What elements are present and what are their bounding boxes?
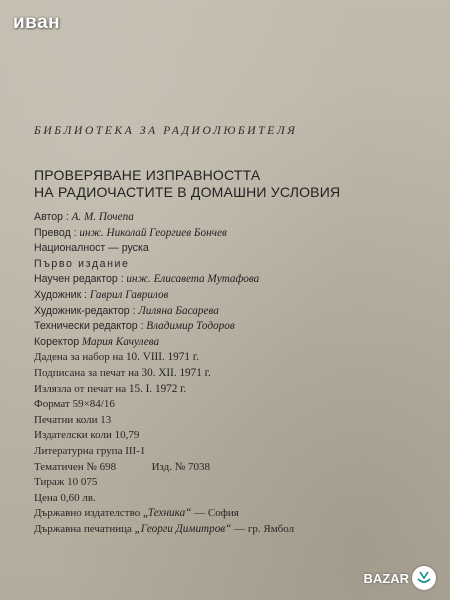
imprint-printer [34, 522, 294, 538]
bazar-mark-icon [415, 569, 433, 587]
imprint-tech-editor [34, 319, 294, 335]
printed-value: 15. I. 1972 г. [128, 382, 187, 395]
imprint-sci-editor [34, 272, 294, 288]
translator-value: инж. Николай Георгиев Бончев [79, 226, 227, 239]
art-editor-value: Лиляна Басарева [138, 304, 219, 317]
bazar-watermark [364, 566, 437, 590]
circulation-value: Тираж 10 075 [34, 476, 98, 489]
imprint-lit-group [34, 444, 294, 460]
imprint-nationality [34, 241, 294, 257]
imprint-publisher [34, 506, 294, 522]
author-value: А. М. Почепа [71, 211, 134, 223]
printer-city: — гр. Ямбол [234, 522, 295, 535]
artist-label: Художник : [34, 288, 88, 301]
bazar-logo-icon [412, 566, 436, 590]
edition-label: Първо издание [34, 257, 130, 270]
tech-editor-value: Владимир Тодоров [146, 320, 235, 333]
signed-value: 30. XII. 1971 г. [141, 366, 211, 379]
printed-label: Излязла от печат на [34, 382, 127, 395]
series-title: БИБЛИОТЕКА ЗА РАДИОЛЮБИТЕЛЯ [34, 125, 298, 137]
sci-editor-value: инж. Елисавета Мутафова [126, 273, 260, 286]
corrector-value: Мария Качулева [81, 335, 160, 348]
imprint-art-editor [34, 304, 294, 320]
book-title-line-1: ПРОВЕРЯВАНЕ ИЗПРАВНОСТТА [34, 167, 261, 183]
typeset-label: Дадена за набор на [34, 351, 124, 364]
printer-value: „Георги Димитров“ [134, 522, 232, 535]
imprint-signed-date [34, 366, 294, 382]
printer-label: Държавна печатница [34, 522, 132, 535]
format-value: Формат 59×84/16 [34, 398, 115, 411]
publisher-city: — София [194, 507, 239, 520]
corrector-label: Коректор [34, 335, 80, 348]
lit-group-value: Литературна група III-1 [34, 444, 146, 457]
imprint-publisher-sheets [34, 428, 294, 444]
publisher-value: „Техника“ [142, 507, 192, 520]
art-editor-label: Художник-редактор : [34, 304, 136, 317]
artist-value: Гаврил Гаврилов [89, 288, 169, 301]
imprint-typeset-date [34, 350, 294, 366]
pub-number-value: Изд. № 7038 [151, 460, 210, 473]
signed-label: Подписана за печат на [34, 366, 139, 379]
imprint-price [34, 491, 294, 507]
nationality-label: Националност — руска [34, 242, 149, 255]
book-title-line-2: НА РАДИОЧАСТИТЕ В ДОМАШНИ УСЛОВИЯ [34, 184, 341, 200]
imprint-edition [34, 257, 294, 273]
publisher-sheets-value: Издателски коли 10,79 [34, 429, 140, 442]
translator-label: Превод : [34, 226, 77, 239]
imprint-thematic [34, 460, 294, 476]
imprint-block [34, 210, 294, 537]
imprint-format [34, 397, 294, 413]
imprint-artist [34, 288, 294, 304]
sci-editor-label: Научен редактор : [34, 273, 124, 286]
imprint-printed-date [34, 382, 294, 398]
imprint-author [34, 210, 294, 226]
publisher-label: Държавно издателство [34, 507, 141, 520]
typeset-value: 10. VIII. 1971 г. [125, 351, 199, 364]
imprint-translator [34, 226, 294, 242]
print-sheets-value: Печатни коли 13 [34, 413, 112, 426]
tech-editor-label: Технически редактор : [34, 320, 144, 333]
imprint-corrector [34, 335, 294, 351]
price-value: Цена 0,60 лв. [34, 491, 96, 504]
bazar-logo-text: BAZAR [363, 570, 409, 586]
imprint-circulation [34, 475, 294, 491]
author-label: Автор : [34, 211, 69, 223]
imprint-print-sheets [34, 413, 294, 429]
thematic-value: Тематичен № 698 [34, 460, 117, 473]
site-watermark: иван [13, 12, 61, 33]
